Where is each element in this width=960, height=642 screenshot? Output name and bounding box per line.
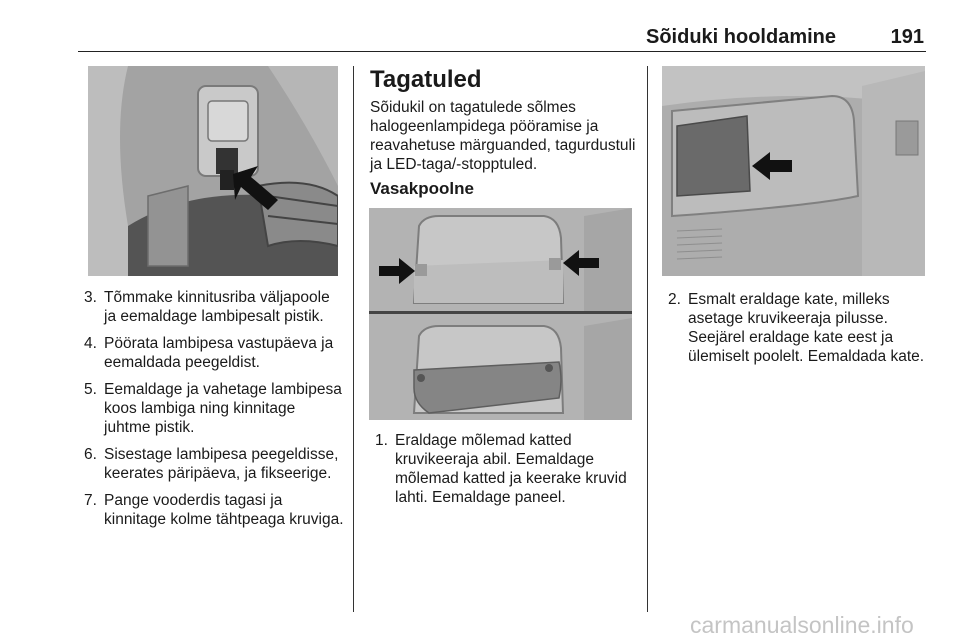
- list-item: [84, 334, 346, 372]
- step-number: 7.: [84, 492, 97, 509]
- steps-list-right: [668, 290, 930, 374]
- column-divider: [353, 66, 354, 612]
- subheading: Vasakpoolne: [370, 179, 474, 198]
- section-title: Tagatuled: [370, 66, 482, 93]
- trim-panel-drawing: [369, 208, 632, 420]
- step-text: Pöörata lambipesa vastupäeva ja eemaldada peegeldist.: [104, 335, 334, 371]
- step-number: 4.: [84, 335, 97, 352]
- page-number: 191: [890, 26, 924, 48]
- step-number: 6.: [84, 446, 97, 463]
- steps-list-middle: [375, 431, 637, 515]
- step-number: 1.: [375, 432, 388, 449]
- step-text: Pange vooderdis tagasi ja kinnitage kolme tähtpeaga kruviga.: [104, 492, 344, 528]
- column-divider: [647, 66, 648, 612]
- list-item: [84, 288, 346, 326]
- step-text: Eemaldage ja vahetage lambipesa koos lambiga ning kinnitage juhtme pistik.: [104, 381, 342, 436]
- step-number: 2.: [668, 291, 681, 308]
- step-text: Eraldage mõlemad katted kruvikeeraja abil. Eemaldage mõlemad katted ja keerake kruvid lahti. Eemaldage paneel.: [395, 432, 627, 506]
- step-number: 5.: [84, 381, 97, 398]
- section-intro: Sõidukil on tagatulede sõlmes halogeenlampidega pööramise ja reavahetuse märguanded, tagurdustuli ja LED-taga/-stopptuled.: [370, 99, 636, 173]
- trim-panel-illustration: [369, 208, 632, 420]
- lamp-socket-drawing: [88, 66, 338, 276]
- list-item: [668, 290, 930, 366]
- lamp-socket-illustration: [88, 66, 338, 276]
- list-item: [84, 491, 346, 529]
- luggage-cover-drawing: [662, 66, 925, 276]
- step-number: 3.: [84, 289, 97, 306]
- steps-list-left: [84, 288, 346, 537]
- list-item: [84, 445, 346, 483]
- luggage-cover-illustration: [662, 66, 925, 276]
- page-header: [78, 22, 926, 52]
- step-text: Esmalt eraldage kate, milleks asetage kruvikeeraja pilusse. Seejärel eraldage kate eest ja ülemiselt poolelt. Eemaldada kate.: [688, 291, 925, 365]
- list-item: [375, 431, 637, 507]
- step-text: Tõmmake kinnitusriba väljapoole ja eemaldage lambipesalt pistik.: [104, 289, 330, 325]
- list-item: [84, 380, 346, 437]
- watermark-link[interactable]: carmanualsonline.info: [690, 612, 914, 638]
- step-text: Sisestage lambipesa peegeldisse, keerates päripäeva, ja fikseerige.: [104, 446, 339, 482]
- chapter-title: Sõiduki hooldamine: [645, 26, 836, 48]
